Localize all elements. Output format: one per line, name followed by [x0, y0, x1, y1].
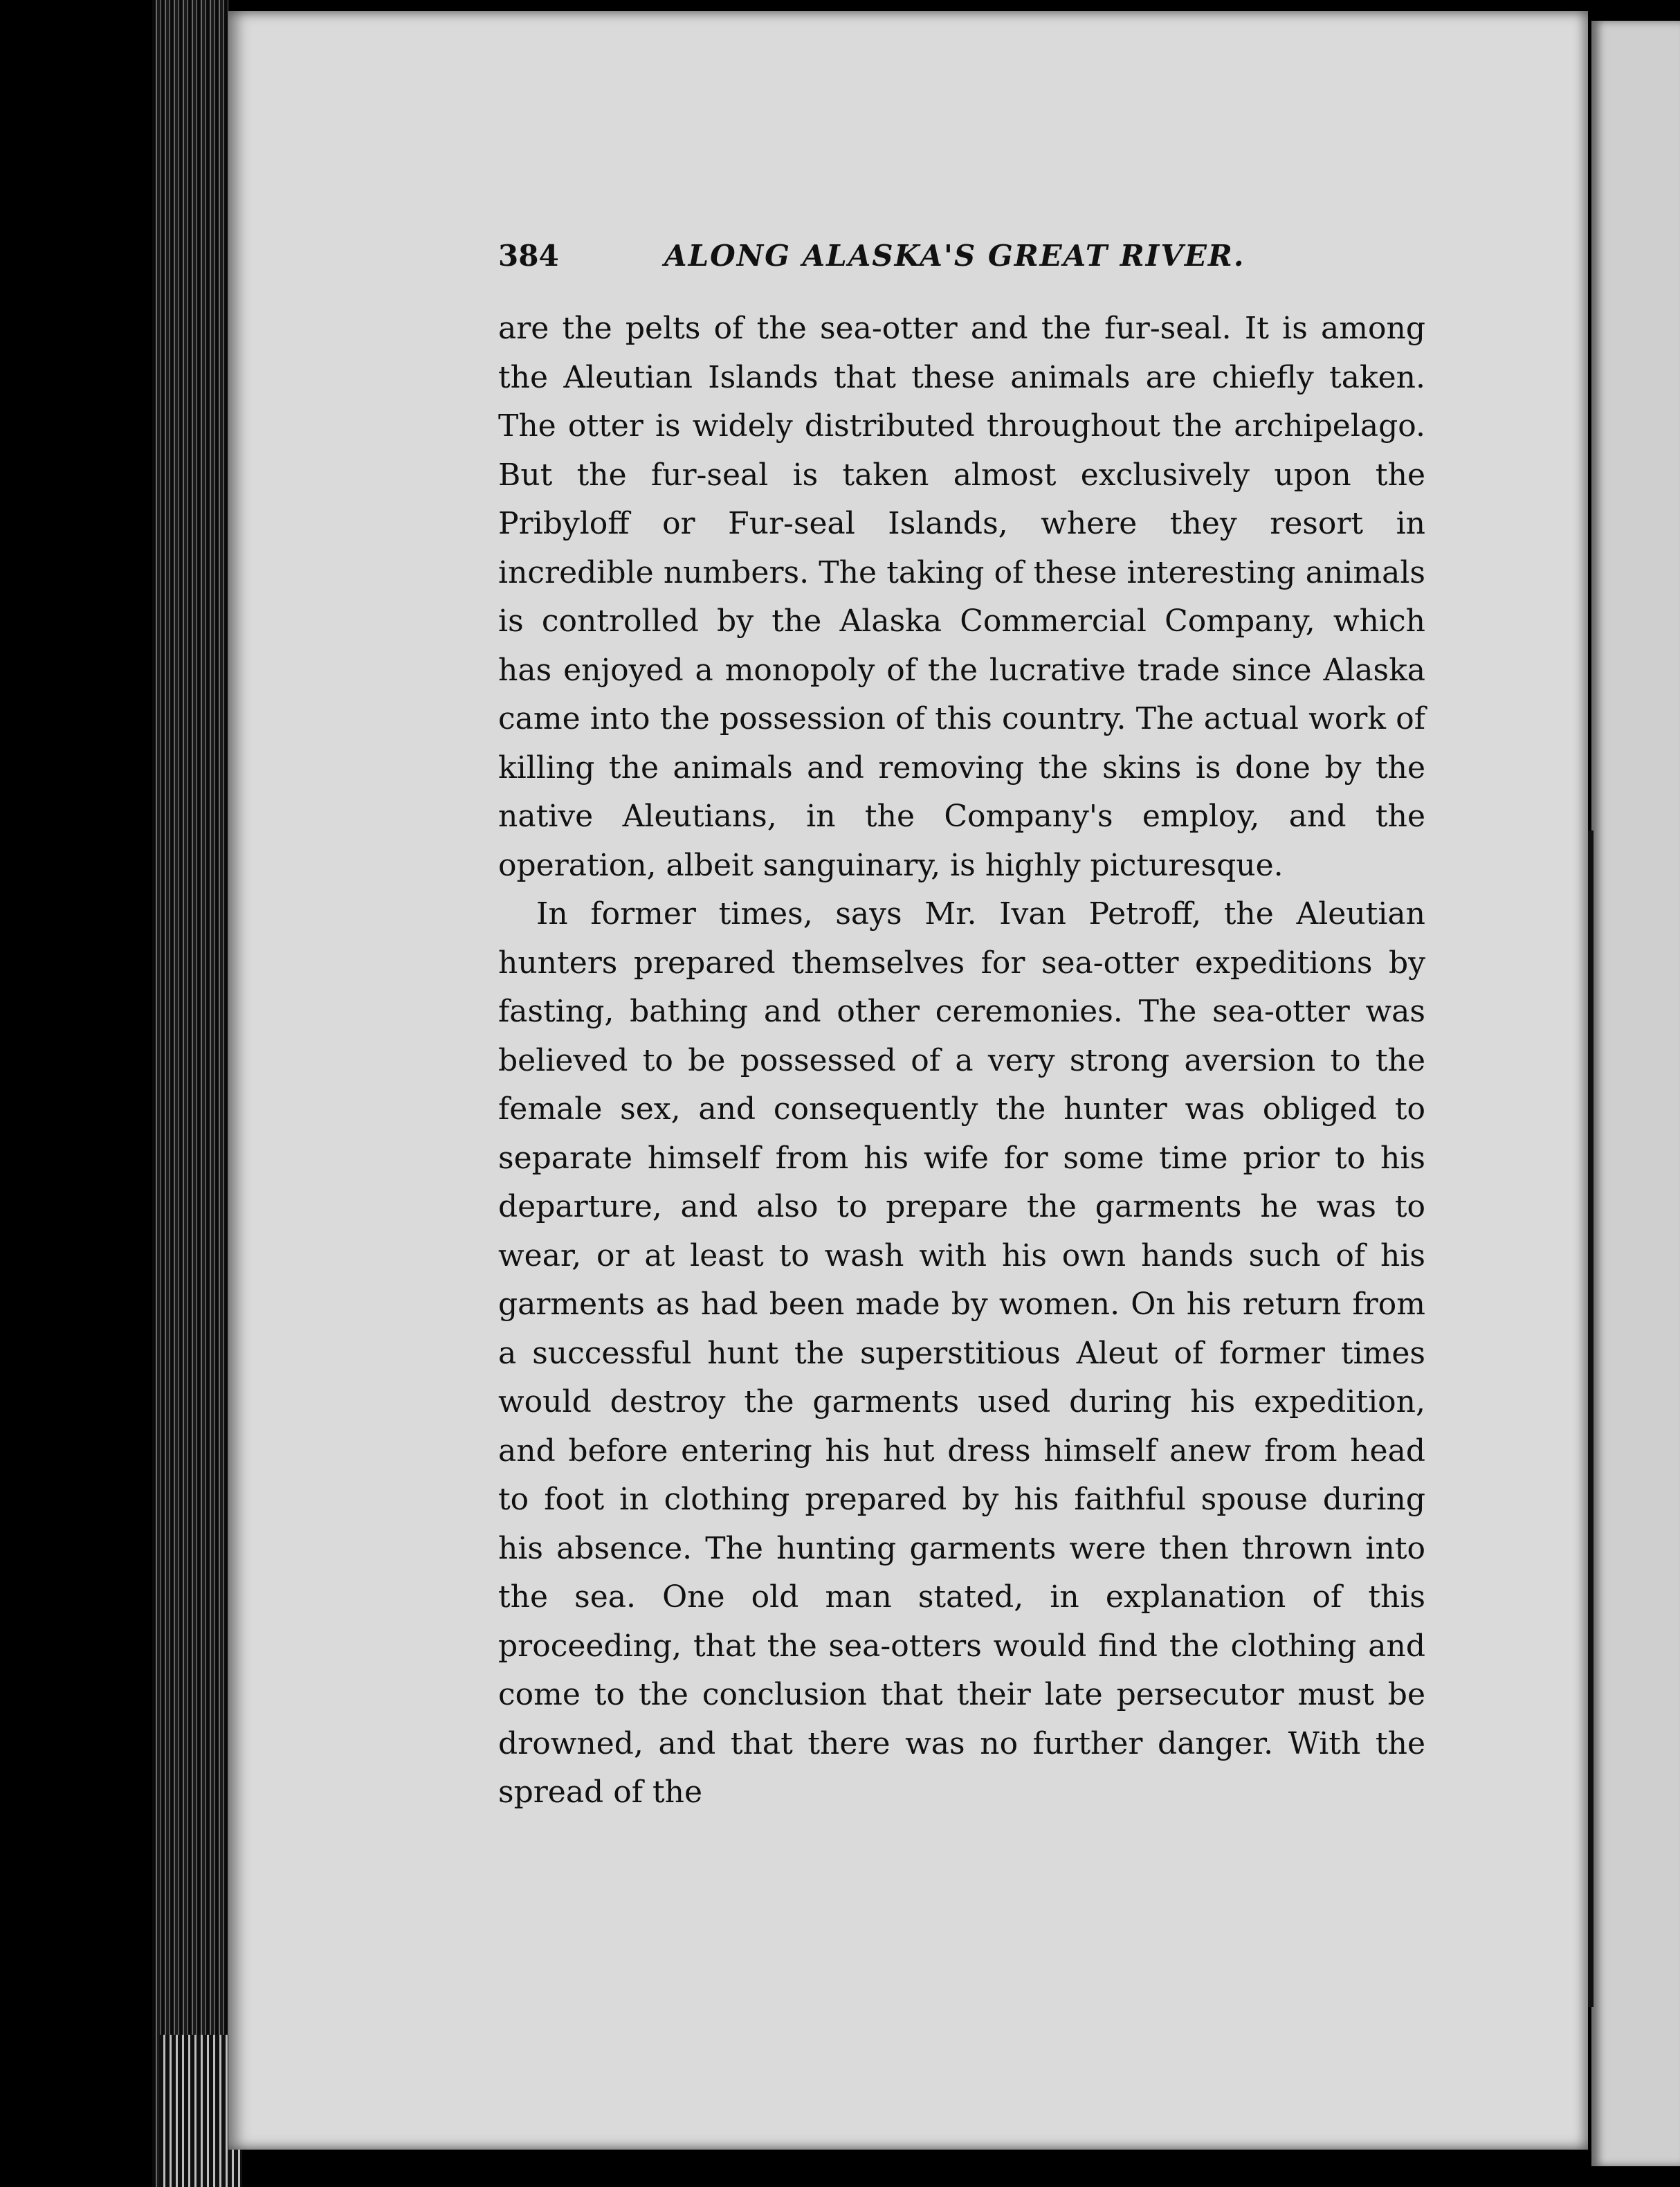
paragraph: are the pelts of the sea-otter and the fur-seal. It is among the Aleutian Islands that these animals are chiefly taken. The otter is widely distributed throughout the archipelago. But the fur-seal is taken almost exclusively upon the Pribyloff or Fur-seal Islands, where they resort in incredible numbers. The taking of these interesting animals is controlled by the Alaska Commercial Company, which has enjoyed a monopoly of the lucrative trade since Alaska came into the possession of this country. The actual work of killing the animals and removing the skins is done by the native Aleutians, in the Company's employ, and the operation, albeit sanguinary, is highly picturesque. [498, 311, 1425, 883]
page-number: 384 [498, 239, 559, 273]
running-head: ALONG ALASKA'S GREAT RIVER. [664, 239, 1245, 273]
facing-page [1591, 21, 1680, 2166]
page-header [498, 239, 1481, 287]
book-page-edges [152, 0, 228, 2187]
paragraph: In former times, says Mr. Ivan Petroff, the Aleutian hunters prepared themselves for sea-otter expeditions by fasting, bathing and other ceremonies. The sea-otter was believed to be possessed of a very strong aversion to the female sex, and consequently the hunter was obliged to separate himself from his wife for some time prior to his departure, and also to prepare the garments he was to wear, or at least to wash with his own hands such of his garments as had been made by women. On his return from a successful hunt the superstitious Aleut of former times would destroy the garments used during his expedition, and before entering his hut dress himself anew from head to foot in clothing prepared by his faithful spouse during his absence. The hunting garments were then thrown into the sea. One old man stated, in explanation of this proceeding, that the sea-otters would find the clothing and come to the conclusion that their late persecutor must be drowned, and that there was no further danger. With the spread of the [498, 896, 1425, 1810]
page-body [498, 305, 1425, 1817]
